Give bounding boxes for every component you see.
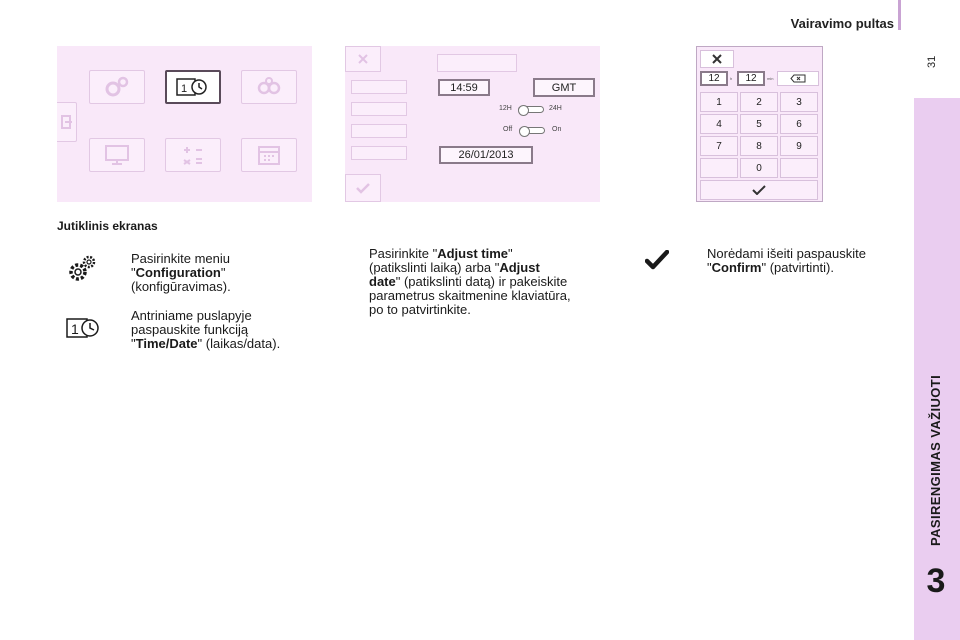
close-icon [712,54,722,64]
sidebar-section-title: PASIRENGIMAS VAŽIUOTI [928,374,943,546]
key-2[interactable]: 2 [740,92,778,112]
tools-icon [242,71,296,103]
header-title: Vairavimo pultas [790,16,894,31]
menu-screen-button[interactable] [89,138,145,172]
side-slot-1[interactable] [351,80,407,94]
date-field[interactable]: 26/01/2013 [439,146,533,164]
keypad-close-button[interactable] [700,50,734,68]
time-field[interactable]: 14:59 [438,79,490,96]
chapter-number: 3 [926,562,946,600]
instruction-step-3: Pasirinkite "Adjust time" (patikslinti laiką) arba "Adjust date" (patikslinti datą) ir pakeiskite parametrus skaitmenine klaviatūra, po to patvirtinkite. [369,246,571,317]
label-12h: 12H [499,105,512,112]
screen-icon [90,139,144,171]
keypad-field-mark-right: min [767,76,774,81]
side-slot-2[interactable] [351,102,407,116]
instruction-step-2: Antriniame puslapyje paspauskite funkciją "Time/Date" (laikas/data). [131,308,281,351]
page-number: 31 [926,55,938,68]
close-tab[interactable] [345,46,381,72]
hour-format-toggle[interactable] [518,106,544,113]
key-6[interactable]: 6 [780,114,818,134]
time-date-screen-panel [345,46,600,202]
svg-text:1: 1 [71,321,79,337]
svg-text:1: 1 [181,83,188,95]
label-off: Off [503,126,513,133]
keypad-confirm-button[interactable] [700,180,818,200]
menu-calculator-button[interactable] [165,138,221,172]
header-divider [898,0,901,30]
menu-screen-panel [57,46,312,202]
keypad-backspace-button[interactable] [777,71,819,86]
key-1[interactable]: 1 [700,92,738,112]
gmt-button[interactable]: GMT [533,78,595,97]
section-label: Jutiklinis ekranas [57,219,158,233]
chapter-sidebar [914,98,960,640]
side-slot-4[interactable] [351,146,407,160]
check-icon [752,185,766,195]
key-5[interactable]: 5 [740,114,778,134]
gears-icon [90,71,144,103]
keypad-field-left[interactable]: 12 [700,71,728,86]
instruction-step-4: Norėdami išeiti paspauskite "Confirm" (patvirtinti). [707,246,866,275]
key-8[interactable]: 8 [740,136,778,156]
key-blank-left [700,158,738,178]
clock-calendar-icon [167,72,219,102]
backspace-icon [790,74,806,83]
keypad-field-mark-left: h [730,76,733,81]
key-7[interactable]: 7 [700,136,738,156]
calculator-icon [166,139,220,171]
instruction-step-1: Pasirinkite meniu "Configuration" (konfigūravimas). [131,251,231,294]
menu-time-date-button[interactable] [165,70,221,104]
key-blank-right [780,158,818,178]
side-slot-3[interactable] [351,124,407,138]
check-icon [645,250,669,270]
check-icon [346,175,380,201]
on-off-toggle[interactable] [519,127,545,134]
exit-icon [57,103,76,141]
top-field [437,54,517,72]
key-0[interactable]: 0 [740,158,778,178]
key-9[interactable]: 9 [780,136,818,156]
menu-gears-button[interactable] [89,70,145,104]
clock-calendar-icon [66,316,100,340]
label-24h: 24H [549,105,562,112]
numeric-keypad-panel [696,46,823,202]
key-3[interactable]: 3 [780,92,818,112]
menu-tools-button[interactable] [241,70,297,104]
key-4[interactable]: 4 [700,114,738,134]
menu-exit-tab[interactable] [57,102,77,142]
confirm-tab[interactable] [345,174,381,202]
menu-calendar-button[interactable] [241,138,297,172]
keypad-field-right[interactable]: 12 [737,71,765,86]
close-icon [346,47,380,71]
calendar-icon [242,139,296,171]
gears-icon [66,254,98,286]
label-on: On [552,126,562,133]
